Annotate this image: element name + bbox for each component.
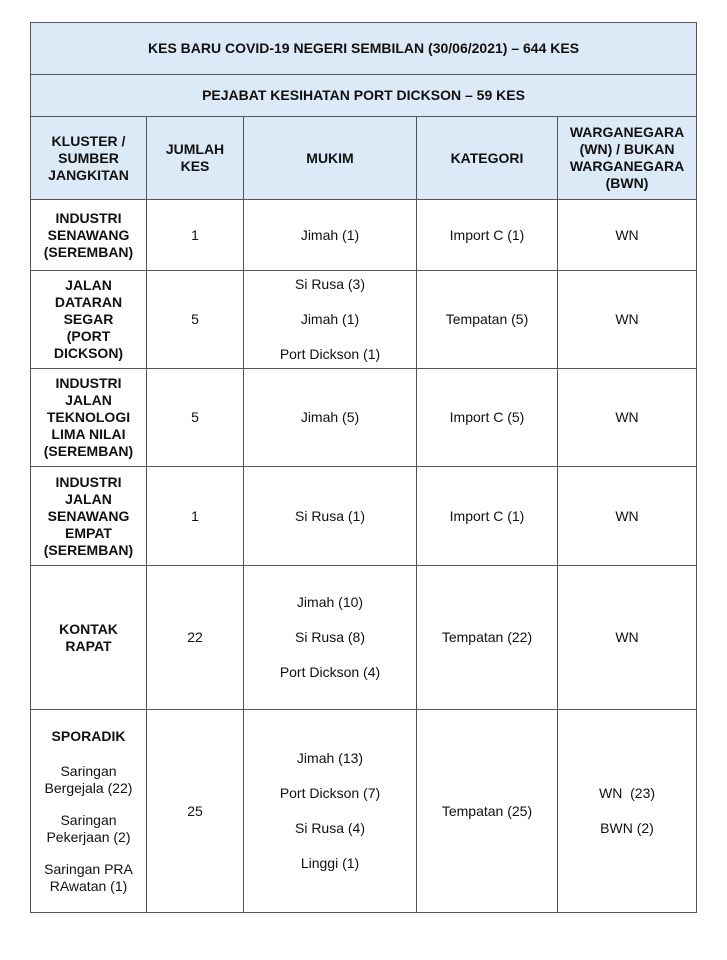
kategori-cell: Import C (5): [417, 369, 558, 467]
kategori-cell: Import C (1): [417, 467, 558, 566]
sporadik-item: Saringan Pekerjaan (2): [46, 811, 131, 845]
mukim-cell: Si Rusa (1): [244, 467, 417, 566]
jumlah-cell: 25: [147, 710, 244, 913]
kategori-cell: Tempatan (5): [417, 271, 558, 369]
sporadik-item: Saringan PRA RAwatan (1): [44, 860, 133, 894]
sporadik-item: Saringan Bergejala (22): [44, 762, 133, 796]
jumlah-cell: 1: [147, 200, 244, 271]
kluster-cell: INDUSTRI SENAWANG (SEREMBAN): [31, 200, 147, 271]
table-row: [31, 710, 697, 913]
header-warganegara: WARGANEGARA (WN) / BUKAN WARGANEGARA (BWN): [558, 117, 697, 200]
table-title: KES BARU COVID-19 NEGERI SEMBILAN (30/06/2021) – 644 KES: [31, 23, 697, 75]
kategori-cell: Import C (1): [417, 200, 558, 271]
table-row: [31, 566, 697, 710]
mukim-cell: Si Rusa (3) Jimah (1) Port Dickson (1): [244, 271, 417, 369]
header-kategori: KATEGORI: [417, 117, 558, 200]
warganegara-cell: WN: [558, 467, 697, 566]
jumlah-cell: 1: [147, 467, 244, 566]
warganegara-cell: WN: [558, 566, 697, 710]
table-subtitle: PEJABAT KESIHATAN PORT DICKSON – 59 KES: [31, 75, 697, 117]
kluster-cell: JALAN DATARAN SEGAR (PORT DICKSON): [31, 271, 147, 369]
warganegara-cell: WN (23) BWN (2): [558, 710, 697, 913]
warganegara-cell: WN: [558, 271, 697, 369]
kluster-cell: KONTAK RAPAT: [31, 566, 147, 710]
table-row: [31, 271, 697, 369]
sporadik-title: SPORADIK: [51, 727, 126, 744]
covid-cases-table: [30, 22, 697, 913]
kluster-cell: INDUSTRI JALAN TEKNOLOGI LIMA NILAI (SEREMBAN): [31, 369, 147, 467]
header-kluster: KLUSTER / SUMBER JANGKITAN: [31, 117, 147, 200]
table-row: [31, 467, 697, 566]
mukim-cell: Jimah (10) Si Rusa (8) Port Dickson (4): [244, 566, 417, 710]
mukim-cell: Jimah (13) Port Dickson (7) Si Rusa (4) Linggi (1): [244, 710, 417, 913]
warganegara-cell: WN: [558, 369, 697, 467]
mukim-cell: Jimah (5): [244, 369, 417, 467]
title-row: [31, 23, 697, 75]
warganegara-cell: WN: [558, 200, 697, 271]
header-jumlah: JUMLAH KES: [147, 117, 244, 200]
header-row: [31, 117, 697, 200]
jumlah-cell: 22: [147, 566, 244, 710]
kluster-cell: [31, 710, 147, 913]
kluster-cell: INDUSTRI JALAN SENAWANG EMPAT (SEREMBAN): [31, 467, 147, 566]
table-row: [31, 369, 697, 467]
kategori-cell: Tempatan (22): [417, 566, 558, 710]
mukim-cell: Jimah (1): [244, 200, 417, 271]
jumlah-cell: 5: [147, 271, 244, 369]
subtitle-row: [31, 75, 697, 117]
jumlah-cell: 5: [147, 369, 244, 467]
kategori-cell: Tempatan (25): [417, 710, 558, 913]
header-mukim: MUKIM: [244, 117, 417, 200]
table-row: [31, 200, 697, 271]
